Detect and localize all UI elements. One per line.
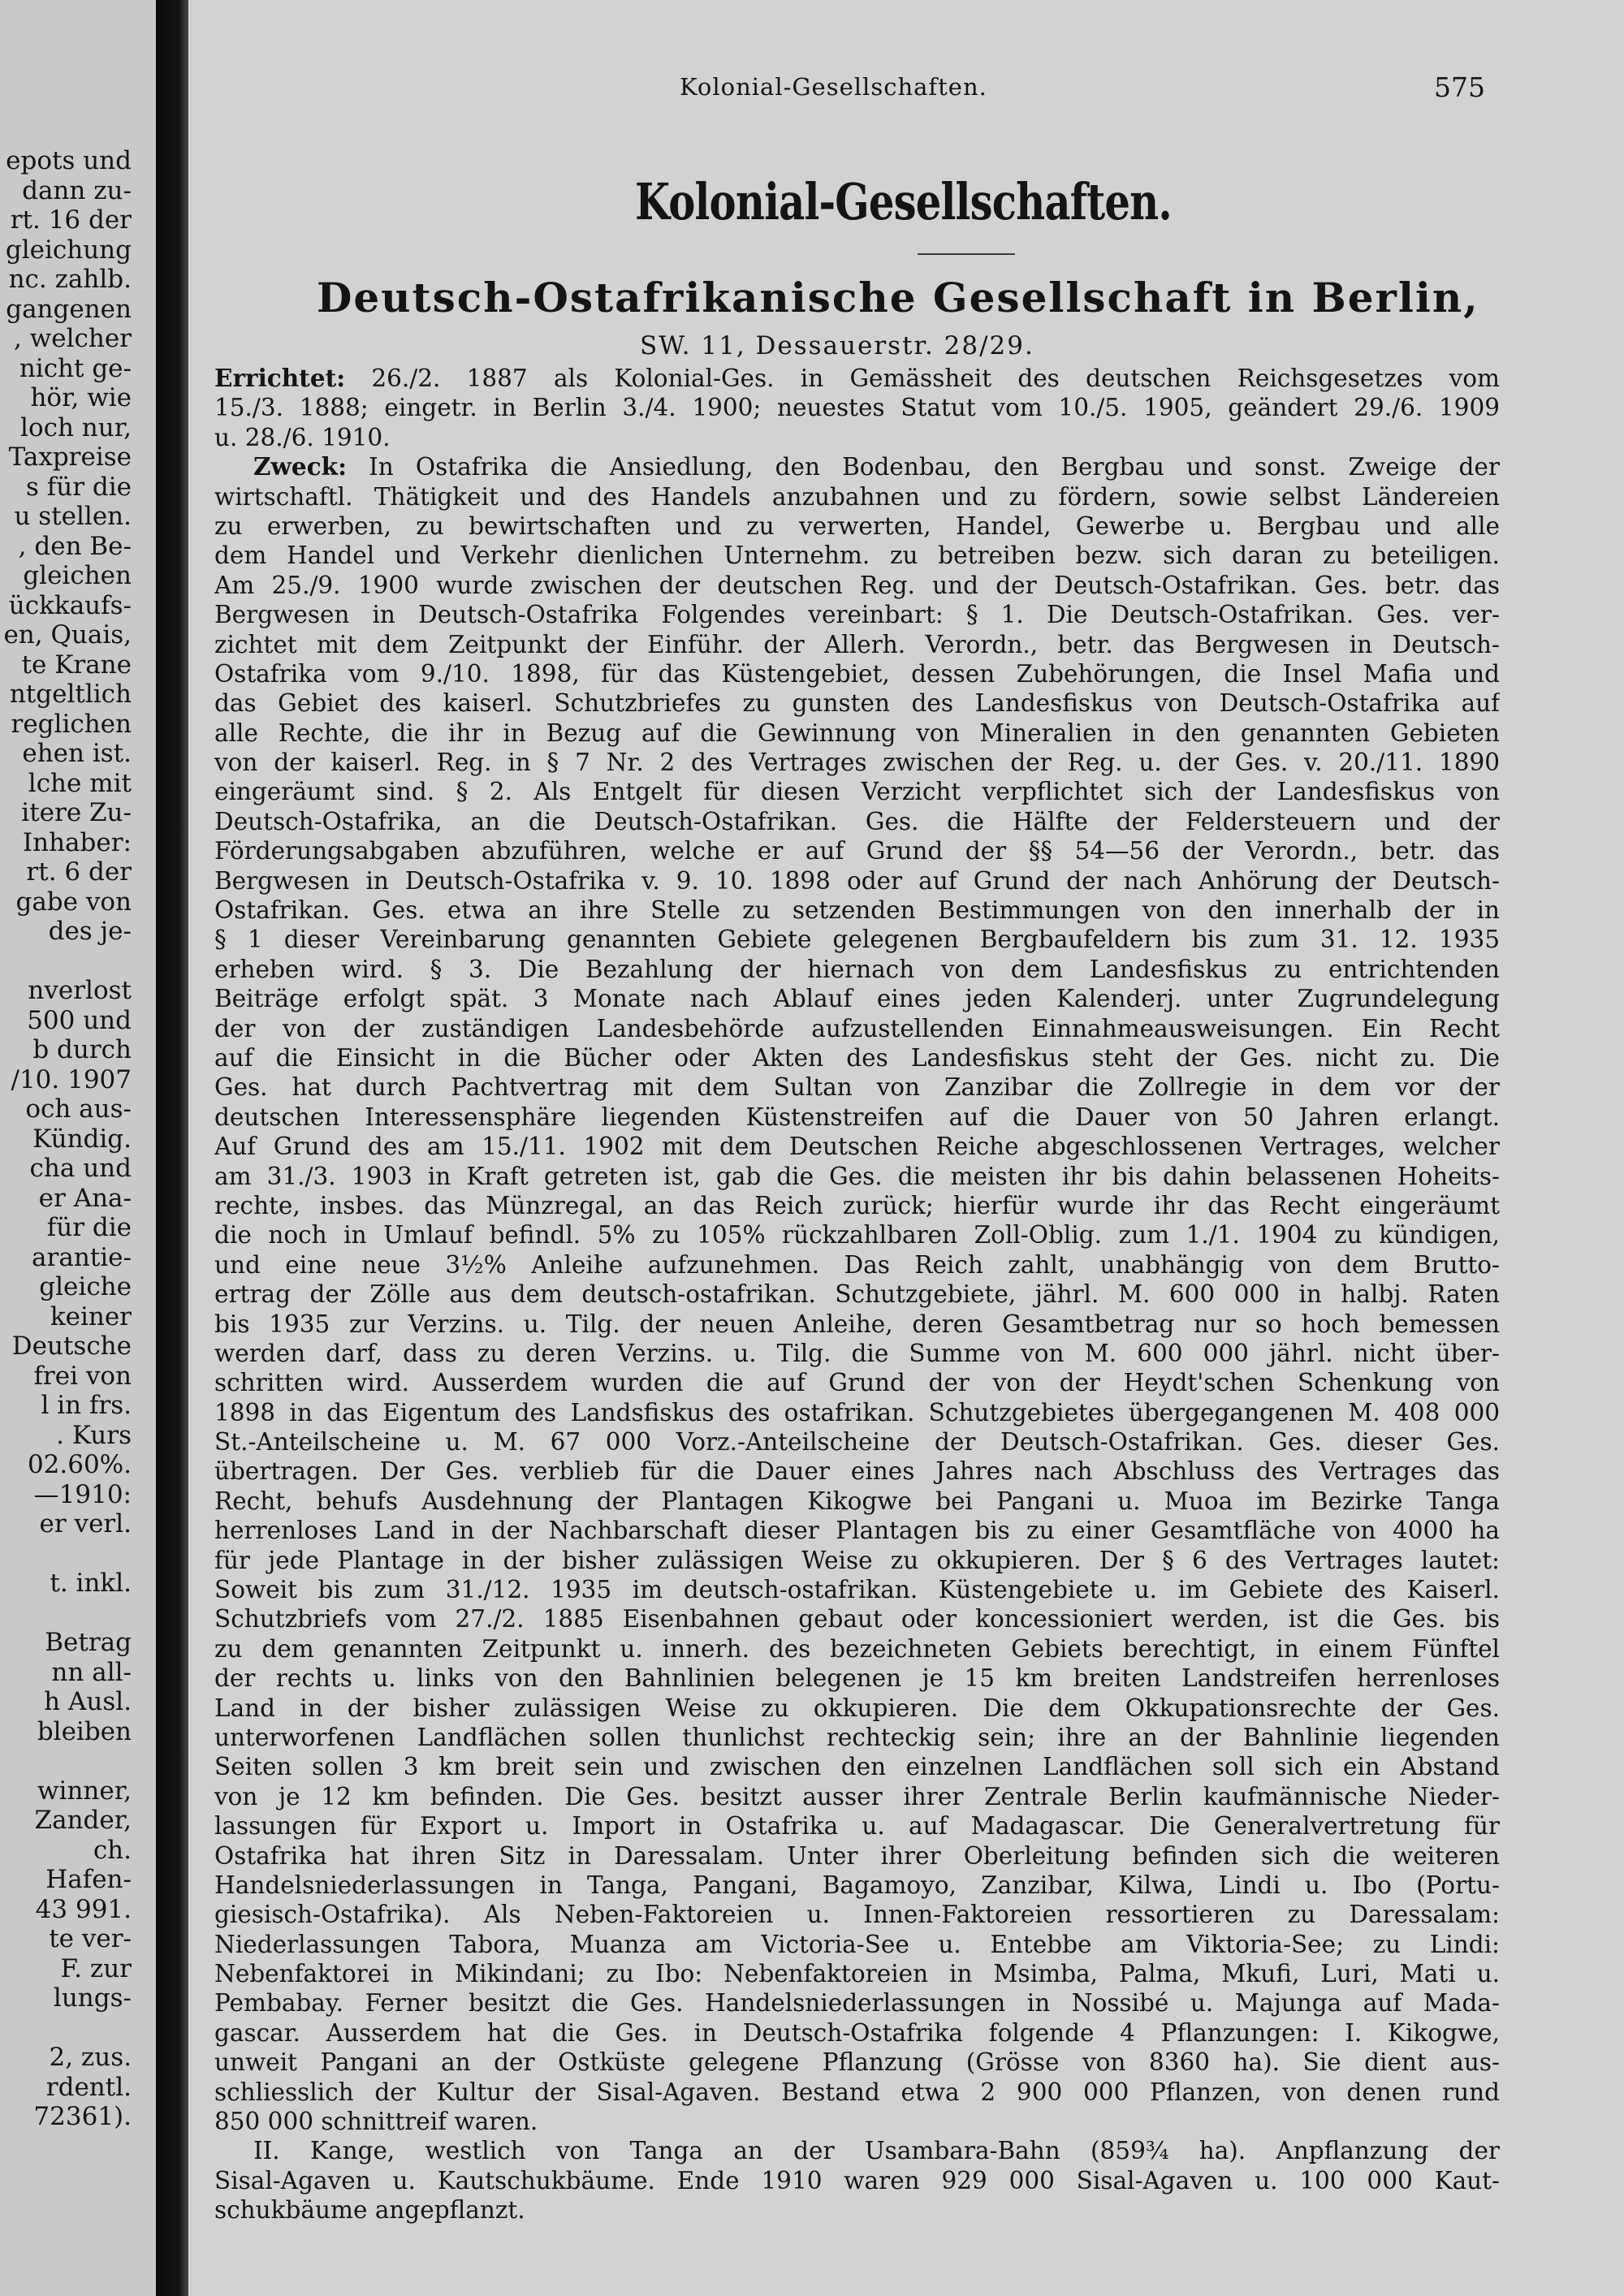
margin-fragment [0, 1746, 132, 1776]
body-line: Auf Grund des am 15./11. 1902 mit dem Deutschen Reiche abgeschlossenen Vertrages, welcher [214, 1133, 1500, 1161]
body-line: schliesslich der Kultur der Sisal-Agaven. Bestand etwa 2 900 000 Pflanzen, von denen rund [214, 2078, 1500, 2106]
margin-fragment: , den Be- [18, 531, 132, 561]
margin-fragment: rdentl. [45, 2072, 132, 2102]
left-page-fragment [0, 0, 156, 2296]
margin-fragment: itere Zu- [21, 798, 132, 827]
body-line: Ges. hat durch Pachtvertrag mit dem Sultan von Zanzibar die Zollregie in dem vor der [214, 1073, 1500, 1102]
margin-fragment: 2, zus. [49, 2043, 132, 2072]
margin-fragment: nicht ge- [19, 353, 132, 383]
body-line: von je 12 km befinden. Die Ges. besitzt ausser ihrer Zentrale Berlin kaufmännische Nieder- [214, 1782, 1500, 1810]
margin-fragment: gleichen [23, 561, 132, 590]
margin-fragment: frei von [33, 1361, 132, 1391]
margin-fragment: te Krane [21, 650, 132, 680]
body-line: der rechts u. links von den Bahnlinien belegenen je 15 km breiten Landstreifen herrenloses [214, 1664, 1500, 1693]
margin-fragment: 02.60%. [27, 1450, 132, 1479]
margin-fragment: winner, [37, 1776, 132, 1806]
book-spine [156, 0, 188, 2296]
margin-fragment: gleichung [5, 235, 132, 265]
body-line: schukbäume angepflanzt. [214, 2196, 525, 2225]
body-line: deutschen Interessensphäre liegenden Küstenstreifen auf die Dauer von 50 Jahren erlangt. [214, 1103, 1500, 1131]
body-line: 15./3. 1888; eingetr. in Berlin 3./4. 1900; neuestes Statut vom 10./5. 1905, geändert 29./6. 1909 [214, 394, 1500, 422]
body-line: Ostafrika vom 9./10. 1898, für das Küstengebiet, dessen Zubehörungen, die Insel Mafia und [214, 659, 1500, 688]
left-margin-text [0, 146, 132, 2132]
margin-fragment [0, 1539, 132, 1569]
body-line: wirtschaftl. Thätigkeit und des Handels anzubahnen und zu fördern, sowie selbst Ländereien [214, 482, 1500, 511]
body-line: die noch in Umlauf befindl. 5% zu 105% rückzahlbaren Zoll-Oblig. zum 1./1. 1904 zu kündigen, [214, 1221, 1500, 1249]
body-line: schritten wird. Ausserdem wurden die auf Grund der von der Heydt'schen Schenkung von [214, 1369, 1500, 1397]
margin-fragment: loch nur, [20, 412, 132, 442]
body-line: Land in der bisher zulässigen Weise zu okkupieren. Die dem Okkupationsrechte der Ges. [214, 1694, 1500, 1722]
body-line: Seiten sollen 3 km breit sein und zwischen den einzelnen Landflächen soll sich ein Abstand [214, 1753, 1500, 1781]
title-rule [918, 253, 1015, 255]
body-line: und eine neue 3½% Anleihe aufzunehmen. Das Reich zahlt, unabhängig von dem Brutto- [214, 1250, 1500, 1279]
body-line: Niederlassungen Tabora, Muanza am Victoria-See u. Entebbe am Viktoria-See; zu Lindi: [214, 1930, 1500, 1958]
margin-fragment: Zander, [34, 1806, 132, 1835]
margin-fragment: —1910: [33, 1479, 132, 1509]
margin-fragment [0, 2013, 132, 2044]
body-text [214, 364, 1500, 2225]
body-line: Errichtet: 26./2. 1887 als Kolonial-Ges. in Gemässheit des deutschen Reichsgesetzes vom [214, 364, 1500, 392]
body-line: Bergwesen in Deutsch-Ostafrika Folgendes vereinbart: § 1. Die Deutsch-Ostafrikan. Ges. ver- [214, 601, 1500, 629]
body-line: der von der zuständigen Landesbehörde aufzustellenden Einnahmeausweisungen. Ein Recht [214, 1014, 1500, 1042]
margin-fragment: rt. 16 der [10, 205, 132, 235]
company-address: SW. 11, Dessauerstr. 28/29. [640, 331, 1034, 360]
margin-fragment: t. inkl. [50, 1569, 132, 1598]
margin-fragment: er verl. [39, 1509, 132, 1539]
body-line: erheben wird. § 3. Die Bezahlung der hiernach von dem Landesfiskus zu entrichtenden [214, 955, 1500, 983]
body-line: zu erwerben, zu bewirtschaften und zu verwerten, Handel, Gewerbe u. Bergbau und alle [214, 511, 1500, 540]
margin-fragment: s für die [26, 472, 132, 502]
body-line: rechte, insbes. das Münzregal, an das Reich zurück; hierfür wurde ihr das Recht eingeräumt [214, 1191, 1500, 1219]
margin-fragment: h Ausl. [44, 1687, 132, 1716]
page-number: 575 [1434, 71, 1485, 103]
margin-fragment: gleiche [39, 1272, 132, 1301]
margin-fragment: u stellen. [14, 502, 132, 531]
body-line: lassungen für Export u. Import in Ostafrika u. auf Madagascar. Die Generalvertretung für [214, 1812, 1500, 1841]
margin-fragment: gabe von [15, 887, 132, 917]
margin-fragment: b durch [32, 1035, 132, 1064]
body-line: Soweit bis zum 31./12. 1935 im deutsch-ostafrikan. Küstengebiete u. im Gebiete des Kaiserl. [214, 1576, 1500, 1604]
body-line: herrenloses Land in der Nachbarschaft dieser Plantagen bis zu einer Gesamtfläche von 4000 ha [214, 1517, 1500, 1545]
body-line: unterworfenen Landflächen sollen thunlichst rechteckig sein; ihre an der Bahnlinie liegenden [214, 1723, 1500, 1751]
body-line: am 31./3. 1903 in Kraft getreten ist, gab die Ges. die meisten ihr bis dahin belassenen Hoheits- [214, 1162, 1500, 1190]
margin-fragment: nc. zahlb. [8, 265, 132, 294]
margin-fragment: hör, wie [30, 383, 132, 412]
margin-fragment: epots und [6, 146, 132, 175]
body-line: unweit Pangani an der Ostküste gelegene Pflanzung (Grösse von 8360 ha). Sie dient aus- [214, 2048, 1500, 2077]
margin-fragment: en, Quais, [3, 620, 132, 650]
margin-fragment: keiner [50, 1301, 132, 1331]
margin-fragment: Taxpreise [8, 442, 132, 472]
body-line: dem Handel und Verkehr dienlichen Unternehm. zu betreiben bezw. sich daran zu beteiligen. [214, 542, 1500, 570]
body-line: Bergwesen in Deutsch-Ostafrika v. 9. 10. 1898 oder auf Grund der nach Anhörung der Deutsch- [214, 866, 1500, 895]
body-line: 850 000 schnittreif waren. [214, 2108, 538, 2136]
margin-fragment: , welcher [14, 324, 132, 353]
margin-fragment: Hafen- [45, 1865, 132, 1894]
margin-fragment: och aus- [25, 1094, 132, 1124]
margin-fragment [0, 947, 132, 977]
body-line: Sisal-Agaven u. Kautschukbäume. Ende 1910 waren 929 000 Sisal-Agaven u. 100 000 Kaut- [214, 2166, 1500, 2195]
body-line: § 1 dieser Vereinbarung genannten Gebiete gelegenen Bergbaufeldern bis zum 31. 12. 1935 [214, 926, 1500, 954]
body-line: das Gebiet des kaiserl. Schutzbriefes zu gunsten des Landesfiskus von Deutsch-Ostafrika auf [214, 689, 1500, 718]
body-line: Ostafrika hat ihren Sitz in Daressalam. Unter ihrer Oberleitung befinden sich die weiteren [214, 1841, 1500, 1870]
body-line: Ostafrikan. Ges. etwa an ihre Stelle zu setzenden Bestimmungen von den innerhalb der in [214, 896, 1500, 925]
margin-fragment: te ver- [49, 1924, 132, 1953]
body-line: giesisch-Ostafrika). Als Neben-Faktoreien u. Innen-Faktoreien ressortieren zu Daressalam: [214, 1901, 1500, 1929]
margin-fragment: l in frs. [41, 1391, 132, 1420]
body-line: zu dem genannten Zeitpunkt u. innerh. des bezeichneten Gebiets berechtigt, in einem Fünftel [214, 1634, 1500, 1663]
margin-fragment: für die [46, 1213, 132, 1242]
margin-fragment: F. zur [60, 1953, 132, 1983]
body-line: II. Kange, westlich von Tanga an der Usambara-Bahn (859¾ ha). Anpflanzung der [253, 2137, 1500, 2165]
running-header: Kolonial-Gesellschaften. [680, 73, 987, 101]
margin-fragment: Betrag [45, 1628, 132, 1657]
body-line: St.-Anteilscheine u. M. 67 000 Vorz.-Anteilscheine der Deutsch-Ostafrikan. Ges. dieser Ges. [214, 1428, 1500, 1457]
body-line: ertrag der Zölle aus dem deutsch-ostafrikan. Schutzgebiete, jährl. M. 600 000 in halbj. Raten [214, 1280, 1500, 1309]
body-line: Am 25./9. 1900 wurde zwischen der deutschen Reg. und der Deutsch-Ostafrikan. Ges. betr. das [214, 571, 1500, 599]
margin-fragment: Inhaber: [22, 827, 132, 857]
margin-fragment: gangenen [6, 294, 132, 324]
body-line: 1898 in das Eigentum des Landsfiskus des ostafrikan. Schutzgebietes übergegangenen M. 408 000 [214, 1398, 1500, 1426]
body-line: Deutsch-Ostafrika, an die Deutsch-Ostafrikan. Ges. die Hälfte der Feldersteuern und der [214, 807, 1500, 835]
margin-fragment: lche mit [28, 768, 132, 798]
margin-fragment: cha und [29, 1154, 132, 1183]
body-line: Handelsniederlassungen in Tanga, Pangani, Bagamoyo, Zanzibar, Kilwa, Lindi u. Ibo (Portu- [214, 1871, 1500, 1899]
body-line: bis 1935 zur Verzins. u. Tilg. der neuen Anleihe, deren Gesamtbetrag nur so hoch bemessen [214, 1310, 1500, 1338]
body-line: Förderungsabgaben abzuführen, welche er auf Grund der §§ 54—56 der Verordn., betr. das [214, 837, 1500, 865]
margin-fragment: er Ana- [38, 1183, 132, 1213]
margin-fragment: ückkaufs- [8, 590, 132, 620]
body-line: übertragen. Der Ges. verblieb für die Dauer eines Jahres nach Abschluss des Vertrages das [214, 1457, 1500, 1486]
margin-fragment: bleiben [37, 1716, 132, 1746]
margin-fragment: rt. 6 der [26, 857, 132, 887]
margin-fragment: 43 991. [35, 1894, 132, 1924]
margin-fragment: reglichen [11, 709, 132, 739]
margin-fragment: 500 und [27, 1005, 132, 1035]
body-line: Beiträge erfolgt spät. 3 Monate nach Ablauf eines jeden Kalenderj. unter Zugrundelegung [214, 985, 1500, 1013]
margin-fragment: arantie- [32, 1242, 132, 1272]
margin-fragment: 72361). [33, 2102, 132, 2131]
margin-fragment: Kündig. [32, 1124, 132, 1154]
body-line: Schutzbriefs vom 27./2. 1885 Eisenbahnen gebaut oder koncessioniert werden, ist die Ges. bis [214, 1605, 1500, 1634]
margin-fragment: ehen ist. [22, 739, 132, 768]
main-title: Kolonial-Gesellschaften. [635, 172, 1172, 231]
section-title: Deutsch-Ostafrikanische Gesellschaft in Berlin, [317, 274, 1479, 322]
margin-fragment: des je- [48, 917, 132, 946]
body-line: eingeräumt sind. § 2. Als Entgelt für diesen Verzicht verpflichtet sich der Landesfiskus von [214, 778, 1500, 806]
body-line: von der kaiserl. Reg. in § 7 Nr. 2 des Vertrages zwischen der Reg. u. der Ges. v. 20./11. 1890 [214, 749, 1500, 777]
margin-fragment: ch. [93, 1835, 132, 1865]
body-line: werden darf, dass zu deren Verzins. u. Tilg. die Summe von M. 600 000 jährl. nicht über- [214, 1339, 1500, 1367]
page [188, 0, 1624, 2296]
body-line: alle Rechte, die ihr in Bezug auf die Gewinnung von Mineralien in den genannten Gebieten [214, 719, 1500, 747]
body-line: zichtet mit dem Zeitpunkt der Einführ. der Allerh. Verordn., betr. das Bergwesen in Deutsch- [214, 630, 1500, 658]
margin-fragment: nn all- [51, 1657, 132, 1687]
margin-fragment: lungs- [53, 1983, 132, 2013]
margin-fragment: . Kurs [56, 1420, 132, 1450]
body-line: Recht, behufs Ausdehnung der Plantagen Kikogwe bei Pangani u. Muoa im Bezirke Tanga [214, 1487, 1500, 1515]
margin-fragment: ntgeltlich [9, 680, 132, 709]
margin-fragment: dann zu- [22, 175, 132, 205]
body-line: Nebenfaktorei in Mikindani; zu Ibo: Nebenfaktoreien in Msimba, Palma, Mkufi, Luri, Mati u. [214, 1960, 1500, 1988]
body-line: Zweck: In Ostafrika die Ansiedlung, den Bodenbau, den Bergbau und sonst. Zweige der [253, 452, 1500, 481]
body-line: Pembabay. Ferner besitzt die Ges. Handelsniederlassungen in Nossibé u. Majunga auf Mada- [214, 1989, 1500, 2018]
body-line: u. 28./6. 1910. [214, 423, 391, 451]
margin-fragment [0, 1599, 132, 1629]
margin-fragment: nverlost [28, 976, 132, 1005]
margin-fragment: /10. 1907 [11, 1064, 132, 1094]
body-line: auf die Einsicht in die Bücher oder Akten des Landesfiskus steht der Ges. nicht zu. Die [214, 1043, 1500, 1072]
margin-fragment: Deutsche [11, 1331, 132, 1361]
body-line: für jede Plantage in der bisher zulässigen Weise zu okkupieren. Der § 6 des Vertrages lautet: [214, 1546, 1500, 1574]
body-line: gascar. Ausserdem hat die Ges. in Deutsch-Ostafrika folgende 4 Pflanzungen: I. Kikogwe, [214, 2018, 1500, 2047]
